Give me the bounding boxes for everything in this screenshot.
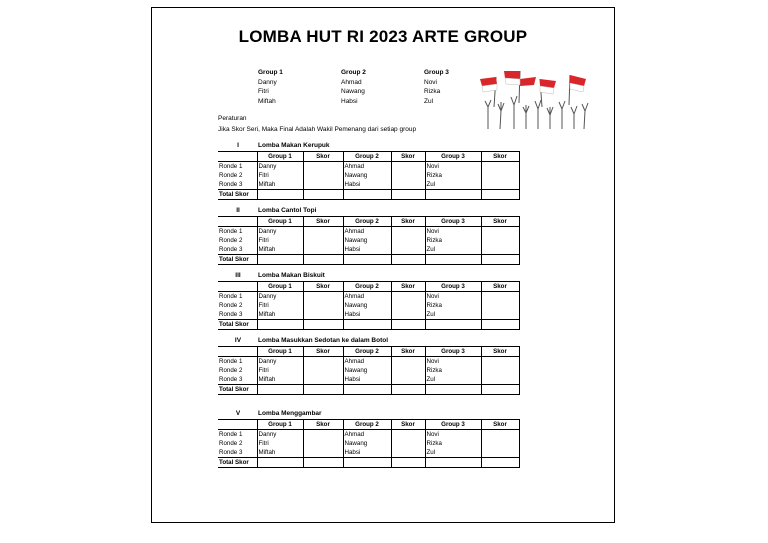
header-group-1: Group 1 xyxy=(257,282,303,292)
section-title xyxy=(218,142,518,151)
score-table xyxy=(218,151,520,200)
score-table xyxy=(218,216,520,265)
group-2-player: Ahmad xyxy=(343,292,391,302)
round-label: Ronde 3 xyxy=(219,375,243,383)
section-name: Lomba Cantol Topi xyxy=(258,207,317,214)
score-cell xyxy=(481,375,519,385)
table-row xyxy=(218,439,519,448)
group-3-player: Zul xyxy=(425,375,481,385)
group-2-player: Habsi xyxy=(343,245,391,255)
score-cell xyxy=(391,448,425,458)
total-label: Total Skor xyxy=(218,320,257,330)
total-cell xyxy=(481,385,519,395)
group-3-player: Rizka xyxy=(425,439,481,448)
group-1-player: Fitri xyxy=(257,366,303,375)
score-cell xyxy=(391,301,425,310)
group-1-member: Fitri xyxy=(258,88,269,96)
group-1-player: Miftah xyxy=(257,310,303,320)
header-group-1: Group 1 xyxy=(257,152,303,162)
total-cell xyxy=(257,255,303,265)
total-row xyxy=(218,385,519,395)
section-name: Lomba Makan Kerupuk xyxy=(258,142,330,149)
table-row xyxy=(218,310,519,320)
score-cell xyxy=(303,236,343,245)
total-cell xyxy=(257,385,303,395)
group-2-member: Habsi xyxy=(341,97,358,105)
round-label: Ronde 2 xyxy=(219,439,243,447)
group-3-player: Rizka xyxy=(425,236,481,245)
header-group-2: Group 2 xyxy=(343,282,391,292)
header-group-3: Group 3 xyxy=(425,152,481,162)
round-label: Ronde 1 xyxy=(219,357,243,365)
header-skor: Skor xyxy=(303,420,343,430)
table-row xyxy=(218,375,519,385)
round-label: Ronde 1 xyxy=(219,292,243,300)
total-row xyxy=(218,255,519,265)
group-3-player: Novi xyxy=(425,292,481,302)
score-cell xyxy=(481,448,519,458)
group-1-player: Miftah xyxy=(257,180,303,190)
header-group-2: Group 2 xyxy=(343,217,391,227)
header-blank xyxy=(218,282,257,292)
score-cell xyxy=(303,375,343,385)
total-cell xyxy=(303,190,343,200)
group-3-member: Rizka xyxy=(424,88,441,96)
round-label: Ronde 3 xyxy=(219,448,243,456)
total-cell xyxy=(425,255,481,265)
section-number: II xyxy=(236,207,240,214)
score-cell xyxy=(481,162,519,172)
score-cell xyxy=(391,180,425,190)
raised-hands-flags-illustration xyxy=(474,67,594,129)
group-1-heading: Group 1 xyxy=(258,69,283,76)
score-cell xyxy=(303,162,343,172)
group-1-list xyxy=(258,68,283,106)
total-cell xyxy=(303,458,343,468)
group-1-player: Danny xyxy=(257,227,303,237)
group-1-player: Fitri xyxy=(257,171,303,180)
group-2-player: Habsi xyxy=(343,375,391,385)
group-3-player: Zul xyxy=(425,245,481,255)
score-table xyxy=(218,281,520,330)
round-label: Ronde 1 xyxy=(219,227,243,235)
total-label: Total Skor xyxy=(218,458,257,468)
rules-block xyxy=(218,114,416,135)
group-3-list xyxy=(424,68,449,106)
score-cell xyxy=(391,439,425,448)
group-3-player: Novi xyxy=(425,430,481,440)
score-cell xyxy=(481,310,519,320)
header-group-3: Group 3 xyxy=(425,282,481,292)
total-cell xyxy=(425,190,481,200)
group-2-player: Ahmad xyxy=(343,162,391,172)
group-1-player: Miftah xyxy=(257,245,303,255)
total-cell xyxy=(481,255,519,265)
total-cell xyxy=(481,190,519,200)
score-cell xyxy=(303,292,343,302)
score-cell xyxy=(303,439,343,448)
round-label: Ronde 1 xyxy=(219,162,243,170)
header-group-2: Group 2 xyxy=(343,152,391,162)
header-group-1: Group 1 xyxy=(257,347,303,357)
total-cell xyxy=(425,320,481,330)
section-number: IV xyxy=(234,337,242,344)
group-1-member: Danny xyxy=(258,78,277,86)
header-blank xyxy=(218,420,257,430)
group-3-player: Novi xyxy=(425,227,481,237)
total-cell xyxy=(481,320,519,330)
header-skor: Skor xyxy=(303,282,343,292)
group-2-player: Nawang xyxy=(343,171,391,180)
group-3-player: Zul xyxy=(425,448,481,458)
header-skor: Skor xyxy=(481,152,519,162)
header-blank xyxy=(218,152,257,162)
score-cell xyxy=(303,245,343,255)
score-cell xyxy=(481,301,519,310)
header-skor: Skor xyxy=(481,217,519,227)
section-title xyxy=(218,207,518,216)
round-label: Ronde 2 xyxy=(219,236,243,244)
score-cell xyxy=(391,430,425,440)
header-group-2: Group 2 xyxy=(343,420,391,430)
group-2-player: Habsi xyxy=(343,310,391,320)
total-cell xyxy=(303,385,343,395)
score-table-header xyxy=(218,347,519,357)
score-cell xyxy=(303,227,343,237)
group-3-heading: Group 3 xyxy=(424,69,449,76)
score-cell xyxy=(391,366,425,375)
section-number: III xyxy=(235,272,241,279)
round-label: Ronde 3 xyxy=(219,180,243,188)
group-1-player: Miftah xyxy=(257,448,303,458)
score-cell xyxy=(481,292,519,302)
table-row xyxy=(218,236,519,245)
group-1-player: Fitri xyxy=(257,236,303,245)
score-table-header xyxy=(218,420,519,430)
total-row xyxy=(218,190,519,200)
group-3-player: Novi xyxy=(425,357,481,367)
score-table-header xyxy=(218,217,519,227)
score-cell xyxy=(481,245,519,255)
score-cell xyxy=(391,375,425,385)
header-skor: Skor xyxy=(391,217,425,227)
total-cell xyxy=(391,458,425,468)
document-title: LOMBA HUT RI 2023 ARTE GROUP xyxy=(238,27,528,46)
group-1-player: Fitri xyxy=(257,301,303,310)
table-row xyxy=(218,366,519,375)
score-cell xyxy=(481,227,519,237)
score-cell xyxy=(481,357,519,367)
score-cell xyxy=(303,171,343,180)
group-2-player: Habsi xyxy=(343,180,391,190)
group-1-player: Danny xyxy=(257,357,303,367)
group-2-player: Nawang xyxy=(343,366,391,375)
total-cell xyxy=(343,458,391,468)
total-label: Total Skor xyxy=(218,255,257,265)
total-cell xyxy=(391,190,425,200)
header-skor: Skor xyxy=(481,347,519,357)
total-cell xyxy=(257,190,303,200)
score-cell xyxy=(481,439,519,448)
document-page xyxy=(151,7,615,523)
round-label: Ronde 3 xyxy=(219,245,243,253)
group-3-player: Rizka xyxy=(425,301,481,310)
score-cell xyxy=(391,171,425,180)
score-cell xyxy=(391,357,425,367)
header-skor: Skor xyxy=(481,282,519,292)
group-2-player: Ahmad xyxy=(343,430,391,440)
header-skor: Skor xyxy=(391,347,425,357)
score-cell xyxy=(303,301,343,310)
score-cell xyxy=(303,180,343,190)
score-cell xyxy=(391,227,425,237)
header-skor: Skor xyxy=(303,347,343,357)
table-row xyxy=(218,180,519,190)
group-3-player: Rizka xyxy=(425,366,481,375)
header-group-3: Group 3 xyxy=(425,420,481,430)
section-title xyxy=(218,272,518,281)
section-number: I xyxy=(237,142,239,149)
total-cell xyxy=(391,385,425,395)
score-cell xyxy=(481,430,519,440)
group-2-player: Nawang xyxy=(343,236,391,245)
section-name: Lomba Masukkan Sedotan ke dalam Botol xyxy=(258,337,389,344)
round-label: Ronde 2 xyxy=(219,301,243,309)
group-1-player: Miftah xyxy=(257,375,303,385)
group-1-player: Fitri xyxy=(257,439,303,448)
score-table-header xyxy=(218,282,519,292)
score-table xyxy=(218,346,520,395)
total-cell xyxy=(257,320,303,330)
section-title xyxy=(218,410,518,419)
total-row xyxy=(218,458,519,468)
group-3-member: Novi xyxy=(424,78,438,86)
total-cell xyxy=(303,255,343,265)
section-name: Lomba Makan Biskuit xyxy=(258,272,325,279)
table-row xyxy=(218,357,519,367)
group-1-member: Miftah xyxy=(258,97,276,105)
round-label: Ronde 1 xyxy=(219,430,243,438)
group-2-member: Nawang xyxy=(341,88,365,96)
group-3-player: Rizka xyxy=(425,171,481,180)
total-cell xyxy=(481,458,519,468)
group-2-player: Habsi xyxy=(343,448,391,458)
score-table xyxy=(218,419,520,468)
group-1-player: Danny xyxy=(257,292,303,302)
rules-text: Jika Skor Seri, Maka Final Adalah Wakil Pemenang dari setiap group xyxy=(218,125,417,133)
group-1-player: Danny xyxy=(257,430,303,440)
section-number: V xyxy=(235,410,241,417)
group-2-player: Nawang xyxy=(343,301,391,310)
header-group-3: Group 3 xyxy=(425,347,481,357)
group-3-player: Zul xyxy=(425,180,481,190)
table-row xyxy=(218,162,519,172)
total-cell xyxy=(425,458,481,468)
score-cell xyxy=(481,236,519,245)
group-2-player: Nawang xyxy=(343,439,391,448)
group-1-player: Danny xyxy=(257,162,303,172)
score-cell xyxy=(391,236,425,245)
round-label: Ronde 3 xyxy=(219,310,243,318)
score-cell xyxy=(303,430,343,440)
total-cell xyxy=(343,385,391,395)
score-cell xyxy=(303,357,343,367)
header-skor: Skor xyxy=(391,282,425,292)
group-3-player: Novi xyxy=(425,162,481,172)
header-group-2: Group 2 xyxy=(343,347,391,357)
total-cell xyxy=(391,255,425,265)
total-cell xyxy=(343,320,391,330)
score-cell xyxy=(481,171,519,180)
score-cell xyxy=(481,180,519,190)
group-3-player: Zul xyxy=(425,310,481,320)
total-row xyxy=(218,320,519,330)
score-table-header xyxy=(218,152,519,162)
total-cell xyxy=(257,458,303,468)
total-cell xyxy=(425,385,481,395)
score-cell xyxy=(303,448,343,458)
score-cell xyxy=(481,366,519,375)
header-group-1: Group 1 xyxy=(257,217,303,227)
total-cell xyxy=(343,255,391,265)
section-title xyxy=(218,337,518,346)
score-cell xyxy=(391,292,425,302)
header-skor: Skor xyxy=(303,217,343,227)
round-label: Ronde 2 xyxy=(219,171,243,179)
header-skor: Skor xyxy=(481,420,519,430)
table-row xyxy=(218,171,519,180)
header-group-1: Group 1 xyxy=(257,420,303,430)
total-cell xyxy=(303,320,343,330)
table-row xyxy=(218,292,519,302)
group-2-member: Ahmad xyxy=(341,78,362,86)
table-row xyxy=(218,301,519,310)
table-row xyxy=(218,227,519,237)
header-skor: Skor xyxy=(303,152,343,162)
header-skor: Skor xyxy=(391,152,425,162)
table-row xyxy=(218,430,519,440)
section-name: Lomba Menggambar xyxy=(258,410,322,417)
score-cell xyxy=(303,366,343,375)
header-group-3: Group 3 xyxy=(425,217,481,227)
group-2-player: Ahmad xyxy=(343,357,391,367)
total-label: Total Skor xyxy=(218,190,257,200)
table-row xyxy=(218,448,519,458)
header-blank xyxy=(218,217,257,227)
score-cell xyxy=(303,310,343,320)
table-row xyxy=(218,245,519,255)
total-cell xyxy=(343,190,391,200)
group-3-member: Zul xyxy=(424,97,434,105)
total-cell xyxy=(391,320,425,330)
header-blank xyxy=(218,347,257,357)
group-2-list xyxy=(341,68,366,106)
score-cell xyxy=(391,310,425,320)
group-2-player: Ahmad xyxy=(343,227,391,237)
round-label: Ronde 2 xyxy=(219,366,243,374)
total-label: Total Skor xyxy=(218,385,257,395)
score-cell xyxy=(391,162,425,172)
header-skor: Skor xyxy=(391,420,425,430)
group-2-heading: Group 2 xyxy=(341,69,366,76)
score-cell xyxy=(391,245,425,255)
rules-heading: Peraturan xyxy=(218,115,247,122)
